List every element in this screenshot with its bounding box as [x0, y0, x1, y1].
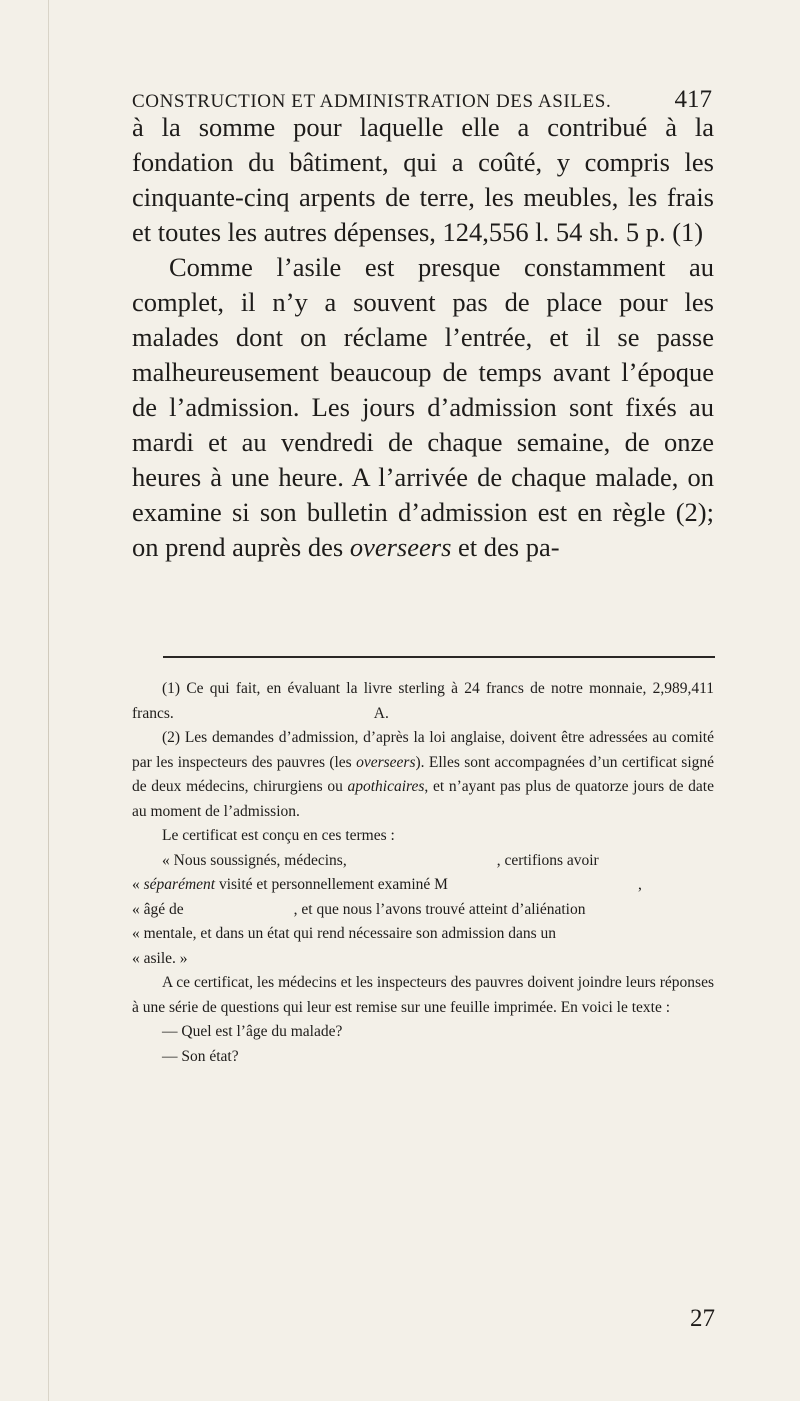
footnote-1-text: (1) Ce qui fait, en évaluant la livre sterling à 24 francs de notre monnaie, 2,989,411 francs.	[132, 680, 714, 722]
cert-line-3a: « âgé de	[132, 900, 184, 918]
certificate-line-3	[132, 898, 714, 923]
footnote-1-sign: A.	[373, 704, 389, 722]
after-certificate: A ce certificat, les médecins et les inspecteurs des pauvres doivent joindre leurs réponses à une série de questions qui leur est remise sur une feuille imprimée. En voici le texte :	[132, 974, 714, 1016]
paragraph-2-end: et des pa-	[451, 532, 560, 562]
paragraph-2	[132, 250, 714, 565]
footnote-2-part-b: ). Elles sont accompagnées d’un certificat signé de deux médecins, chirurgiens ou	[132, 753, 715, 795]
signature-mark: 27	[690, 1305, 715, 1332]
certificate-line-2	[132, 873, 714, 898]
overseers-term: overseers	[349, 532, 452, 562]
cert-line-2c: ,	[637, 876, 642, 893]
footnote-2-overseers: overseers	[356, 753, 416, 771]
footnote-divider	[163, 656, 715, 658]
question-1: — Quel est l’âge du malade?	[162, 1023, 343, 1040]
certificate-line-5: « asile. »	[132, 949, 188, 967]
paragraph-2-start: Comme l’asile est presque constamment au complet, il n’y a souvent pas de place pour les malades dont on réclame l’entrée, et il se passe malheureusement beaucoup de temps avant l’époque de l’admission. Les jours d’admission sont fixés au mardi et au vendredi de chaque semaine, de onze heures à une heure. A l’arrivée de chaque malade, on examine si son bulletin d’admission est en règle (2); on prend auprès des	[132, 252, 714, 562]
cert-line-1b: , certifions avoir	[496, 851, 599, 869]
page-edge	[48, 0, 49, 1401]
page-number: 417	[674, 86, 712, 113]
cert-line-1a: « Nous soussignés, médecins,	[162, 851, 347, 869]
paragraph-1: à la somme pour laquelle elle a contribué à la fondation du bâtiment, qui a coûté, y compris les cinquante-cinq arpents de terre, les meubles, les frais et toutes les autres dépenses, 124,556 l. 54 sh. 5 p. (1)	[132, 112, 714, 247]
footnote-2-apothicaires: apothicaires	[347, 778, 425, 795]
footnote-2	[132, 726, 714, 824]
cert-line-2-italic: séparément	[143, 876, 216, 893]
question-2: — Son état?	[162, 1047, 239, 1065]
certificate-line-1	[132, 849, 714, 874]
cert-line-3b: , et que nous l’avons trouvé atteint d’aliénation	[293, 900, 586, 918]
cert-line-2b: visité et personnellement examiné M	[215, 876, 448, 893]
certificate-line-4: « mentale, et dans un état qui rend nécessaire son admission dans un	[132, 925, 556, 942]
main-text	[132, 110, 714, 565]
certificate-intro: Le certificat est conçu en ces termes :	[162, 827, 395, 844]
running-head: CONSTRUCTION ET ADMINISTRATION DES ASILES.	[132, 91, 612, 112]
cert-line-2a: «	[132, 876, 144, 893]
footnote-1	[132, 677, 714, 726]
footnote-2-part-a: (2) Les demandes d’admission, d’après la loi anglaise, doivent être adressées au comité par les inspecteurs des pauvres (les	[132, 729, 714, 771]
footnote-2-part-c: , et n’ayant pas plus de quatorze jours de date au moment de l’admission.	[132, 778, 714, 820]
footnotes	[132, 677, 714, 1069]
